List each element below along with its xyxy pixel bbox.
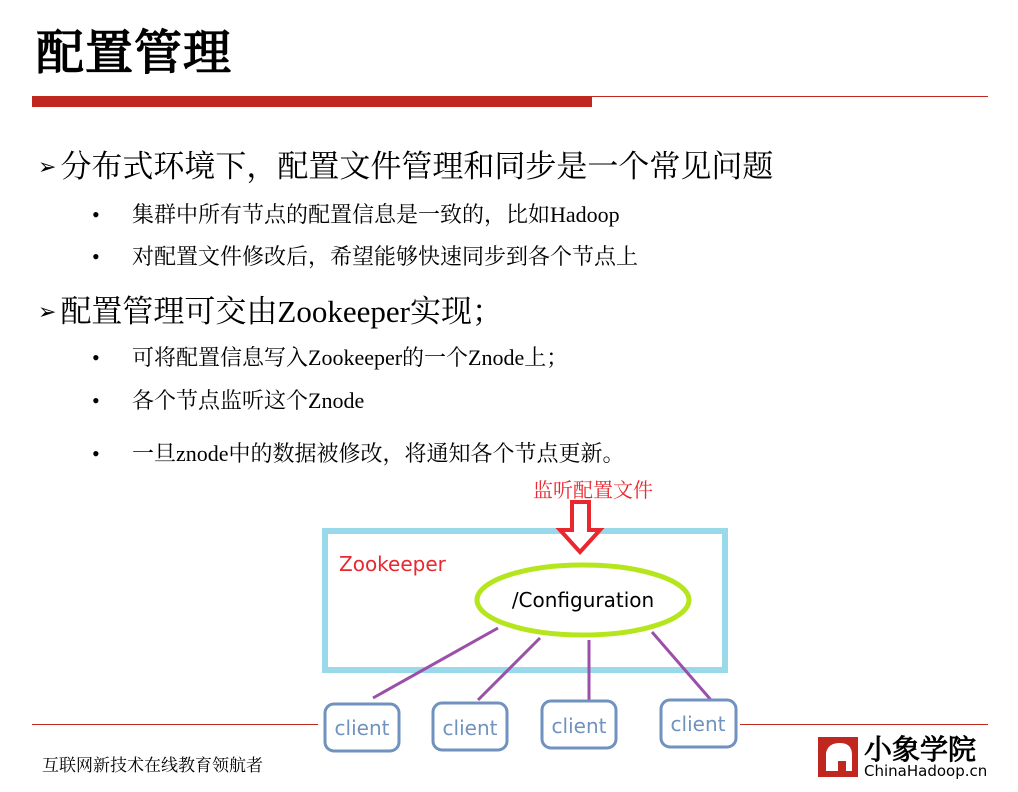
zookeeper-label: Zookeeper [339,552,446,576]
client-label: client [551,714,607,738]
dot-bullet-icon: • [92,202,100,227]
connection-line [652,632,711,700]
watch-label: 监听配置文件 [533,478,653,502]
connection-line [373,628,498,698]
connection-lines [373,628,711,703]
arrow-bullet-icon: ➢ [38,299,57,324]
bullet-text: 一旦znode中的数据被修改，将通知各个节点更新。 [132,441,625,466]
dot-bullet-icon: • [92,345,100,370]
client-node [433,703,507,750]
bullet-text: 分布式环境下，配置文件管理和同步是一个常见问题 [60,149,774,184]
client-label: client [670,712,726,736]
client-label: client [442,716,498,740]
bullet-text: 各个节点监听这个Znode [132,388,365,413]
bullet-text: 配置管理可交由Zookeeper实现； [60,294,503,329]
elephant-logo-icon [818,727,860,777]
bullet-text: 集群中所有节点的配置信息是一致的，比如Hadoop [132,202,620,227]
client-node [542,701,616,748]
slide-title: 配置管理 [36,25,233,81]
dot-bullet-icon: • [92,388,100,413]
client-label: client [334,716,390,740]
arrow-bullet-icon: ➢ [38,154,57,179]
dot-bullet-icon: • [92,244,100,269]
logo-english: ChinaHadoop.cn [864,762,988,780]
bullet-text: 可将配置信息写入Zookeeper的一个Znode上； [132,345,569,370]
dot-bullet-icon: • [92,441,100,466]
znode-label: /Configuration [511,588,655,612]
bullet-text: 对配置文件修改后，希望能够快速同步到各个节点上 [132,244,639,269]
client-node [661,700,736,747]
down-arrow-icon [560,502,600,552]
client-node [325,704,399,751]
logo-chinese: 小象学院 [864,733,977,766]
footer-tagline: 互联网新技术在线教育领航者 [42,756,263,776]
